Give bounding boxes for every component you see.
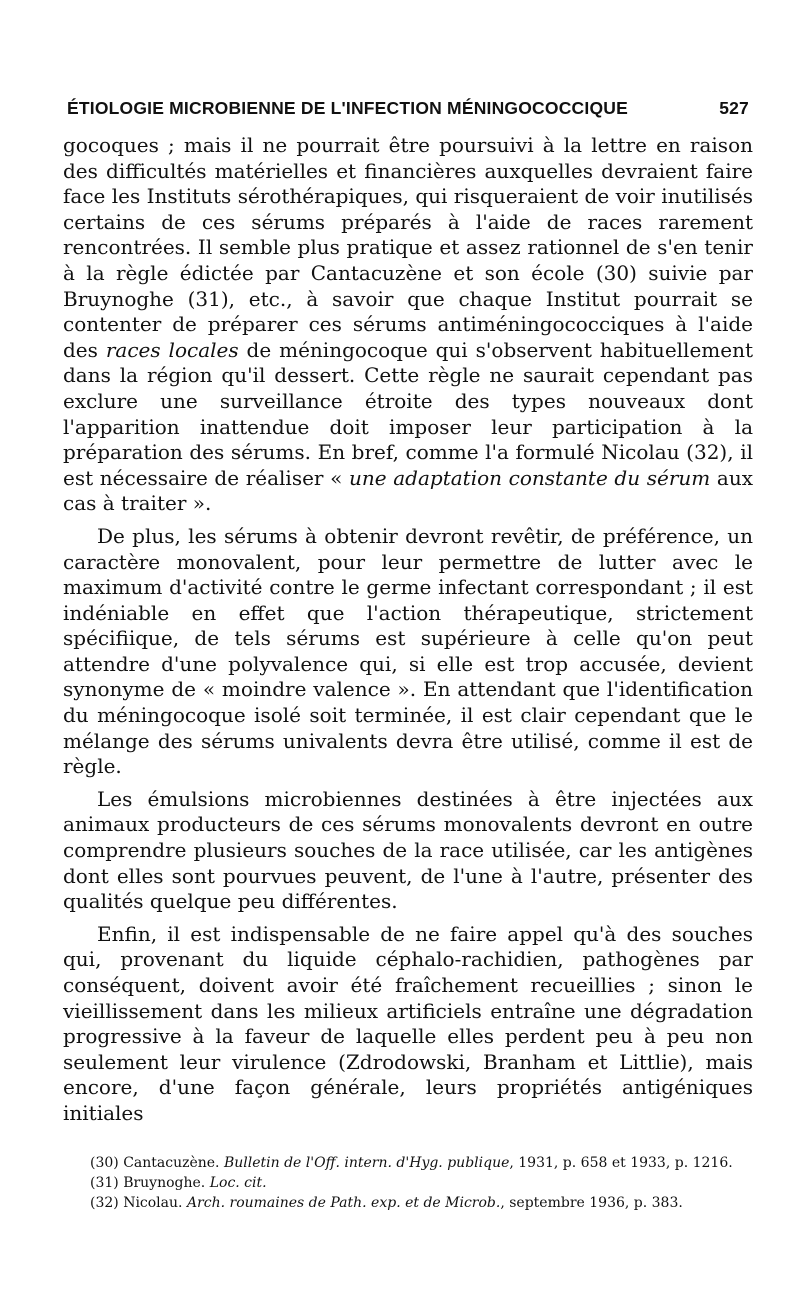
paragraph-1 [63, 133, 753, 517]
paragraph-1-part-c: aux cas à traiter ». [63, 465, 753, 516]
footnotes [68, 1153, 753, 1213]
footnote-32 [68, 1193, 753, 1213]
footnote-30-details: , 1931, p. 658 et 1933, p. 1216. [509, 1155, 733, 1171]
footnote-30-author: (30) Cantacuzène. [90, 1155, 224, 1171]
footnote-31 [68, 1173, 753, 1193]
running-title: ÉTIOLOGIE MICROBIENNE DE L'INFECTION MÉNINGOCOCCIQUE [67, 98, 628, 118]
paragraph-2: De plus, les sérums à obtenir devront revêtir, de préférence, un caractère monovalent, pour leur permettre de lutter avec le maximum d'activité contre le germe infectant correspondant ; il est indéniable en effet que l'action thérapeutique, strictement spécifiique, de tels sérums est supérieure à celle qu'on peut attendre d'une polyvalence qui, si elle est trop accusée, devient synonyme de « moindre valence ». En attendant que l'identification du méningocoque isolé soit terminée, il est clair cependant que le mélange des sérums univalents devra être utilisé, comme il est de règle. [63, 523, 753, 779]
adaptation-quote-emphasis: une adaptation constante du sérum [349, 465, 711, 490]
page-number: 527 [719, 98, 749, 118]
footnote-30 [68, 1153, 753, 1173]
paragraph-4: Enfin, il est indispensable de ne faire appel qu'à des souches qui, provenant du liquide céphalo-rachidien, pathogènes par conséquent, doivent avoir été fraîchement recueillies ; sinon le vieillissement dans les milieux artificiels entraîne une dégradation progressive à la faveur de laquelle elles perdent peu à peu non seulement leur virulence (Zdrodowski, Branham et Littlie), mais encore, d'une façon générale, leurs propriétés antigéniques initiales [63, 921, 753, 1125]
paragraph-1-part-b: de méningocoque qui s'observent habituellement dans la région qu'il dessert. Cette règle ne saurait cependant pas exclure une surveillance étroite des types nouveaux dont l'apparition inattendue doit imposer leur participation à la préparation des sérums. En bref, comme l'a formulé Nicolau (32), il est nécessaire de réaliser « [63, 337, 753, 490]
paragraph-1-part-a: gocoques ; mais il ne pourrait être poursuivi à la lettre en raison des difficultés matérielles et financières auxquelles devraient faire face les Instituts sérothérapiques, qui risqueraient de voir inutilisés certains de ces sérums préparés à l'aide de races rarement rencontrées. Il semble plus pratique et assez rationnel de s'en tenir à la règle édictée par Cantacuzène et son école (30) suivie par Bruynoghe (31), etc., à savoir que chaque Institut pourrait se contenter de préparer ces sérums antiméningococciques à l'aide des [63, 133, 753, 362]
footnote-30-source: Bulletin de l'Off. intern. d'Hyg. publique [223, 1155, 510, 1171]
body-text [63, 133, 753, 1127]
page [63, 98, 753, 1127]
races-locales-emphasis: races locales [105, 337, 239, 362]
footnote-32-author: (32) Nicolau. [90, 1195, 187, 1211]
paragraph-3: Les émulsions microbiennes destinées à être injectées aux animaux producteurs de ces sérums monovalents devront en outre comprendre plusieurs souches de la race utilisée, car les antigènes dont elles sont pourvues peuvent, de l'une à l'autre, présenter des qualités quelque peu différentes. [63, 786, 753, 914]
footnote-32-source: Arch. roumaines de Path. exp. et de Microb. [186, 1195, 501, 1211]
footnote-32-details: , septembre 1936, p. 383. [500, 1195, 683, 1211]
footnote-31-source: Loc. cit. [209, 1175, 267, 1191]
running-head [63, 98, 753, 119]
footnote-31-author: (31) Bruynoghe. [90, 1175, 210, 1191]
